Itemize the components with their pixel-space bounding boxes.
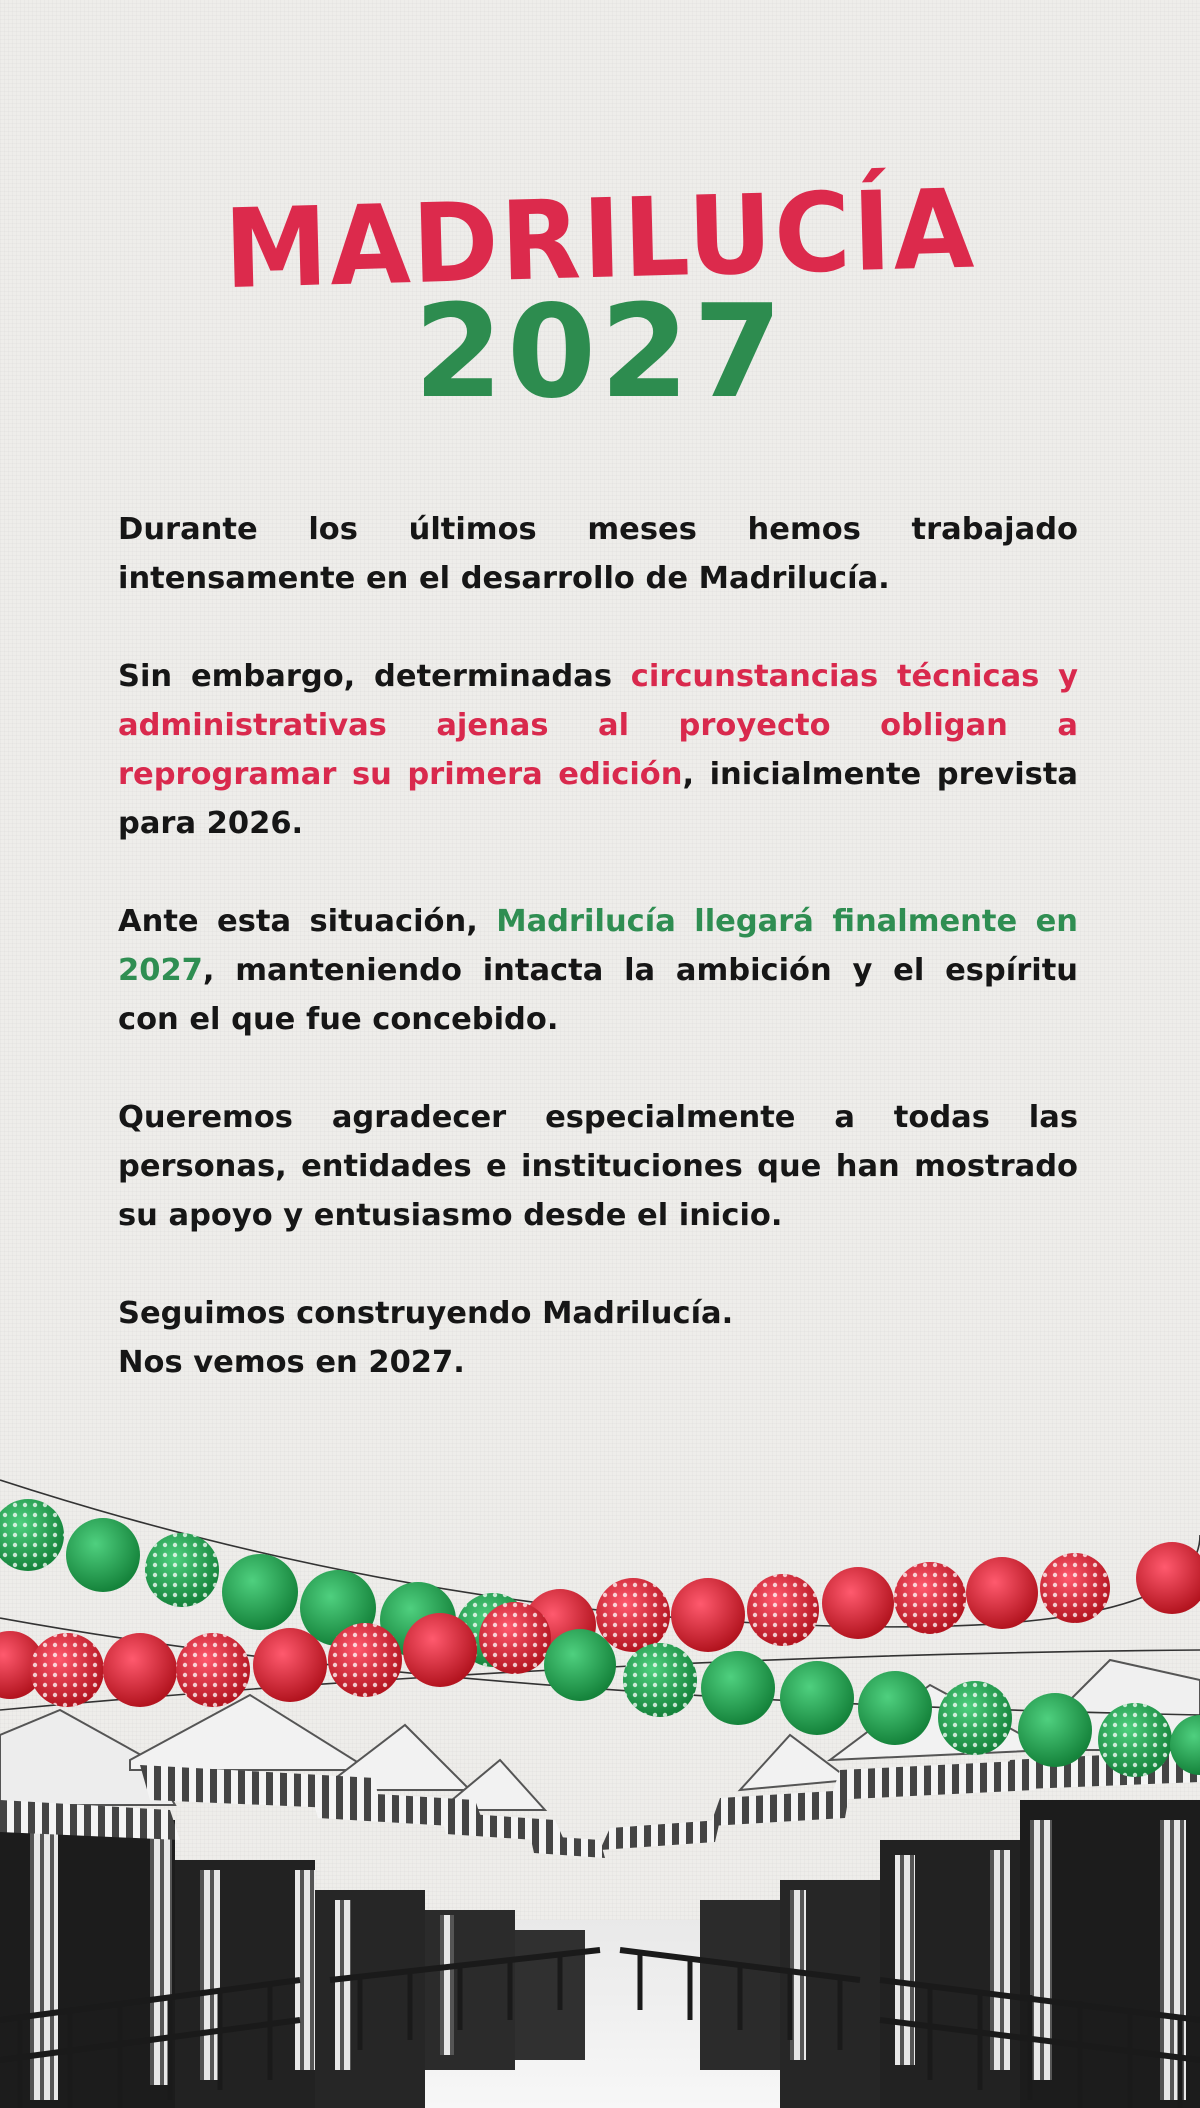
paragraph-reschedule-start: Sin embargo, determinadas [118, 659, 631, 694]
closing-line-1: Seguimos construyendo Madrilucía. [118, 1296, 734, 1331]
paragraph-thanks: Queremos agradecer especialmente a todas las personas, entidades e instituciones que han mostrado su apoyo y entusiasmo desde el inicio. [118, 1100, 1078, 1233]
event-year: 2027 [413, 278, 787, 427]
reschedule-highlight: circunstancias técnicas y administrativas ajenas al proyecto obligan a reprogramar su primera edición [118, 659, 1078, 792]
announcement-body [118, 505, 1078, 1436]
event-title: MADRILUCÍA [222, 164, 978, 314]
title-block [0, 150, 1200, 427]
new-date-highlight: Madrilucía llegará finalmente en 2027 [118, 904, 1079, 988]
paragraph-new-date-end: , manteniendo intacta la ambición y el espíritu con el que fue concebido. [118, 953, 1078, 1037]
paragraph-closing [118, 1289, 1078, 1387]
paragraph-intro: Durante los últimos meses hemos trabajado intensamente en el desarrollo de Madrilucía. [118, 512, 1078, 596]
paragraph-new-date [118, 897, 1078, 1044]
paragraph-new-date-start: Ante esta situación, [118, 904, 497, 939]
fair-booths-with-lanterns-illustration [0, 1460, 1200, 2108]
closing-line-2: Nos vemos en 2027. [118, 1345, 465, 1380]
paragraph-reschedule [118, 652, 1078, 848]
paragraph-reschedule-end: , inicialmente prevista para 2026. [118, 757, 1078, 841]
left-booths [0, 1695, 605, 2108]
